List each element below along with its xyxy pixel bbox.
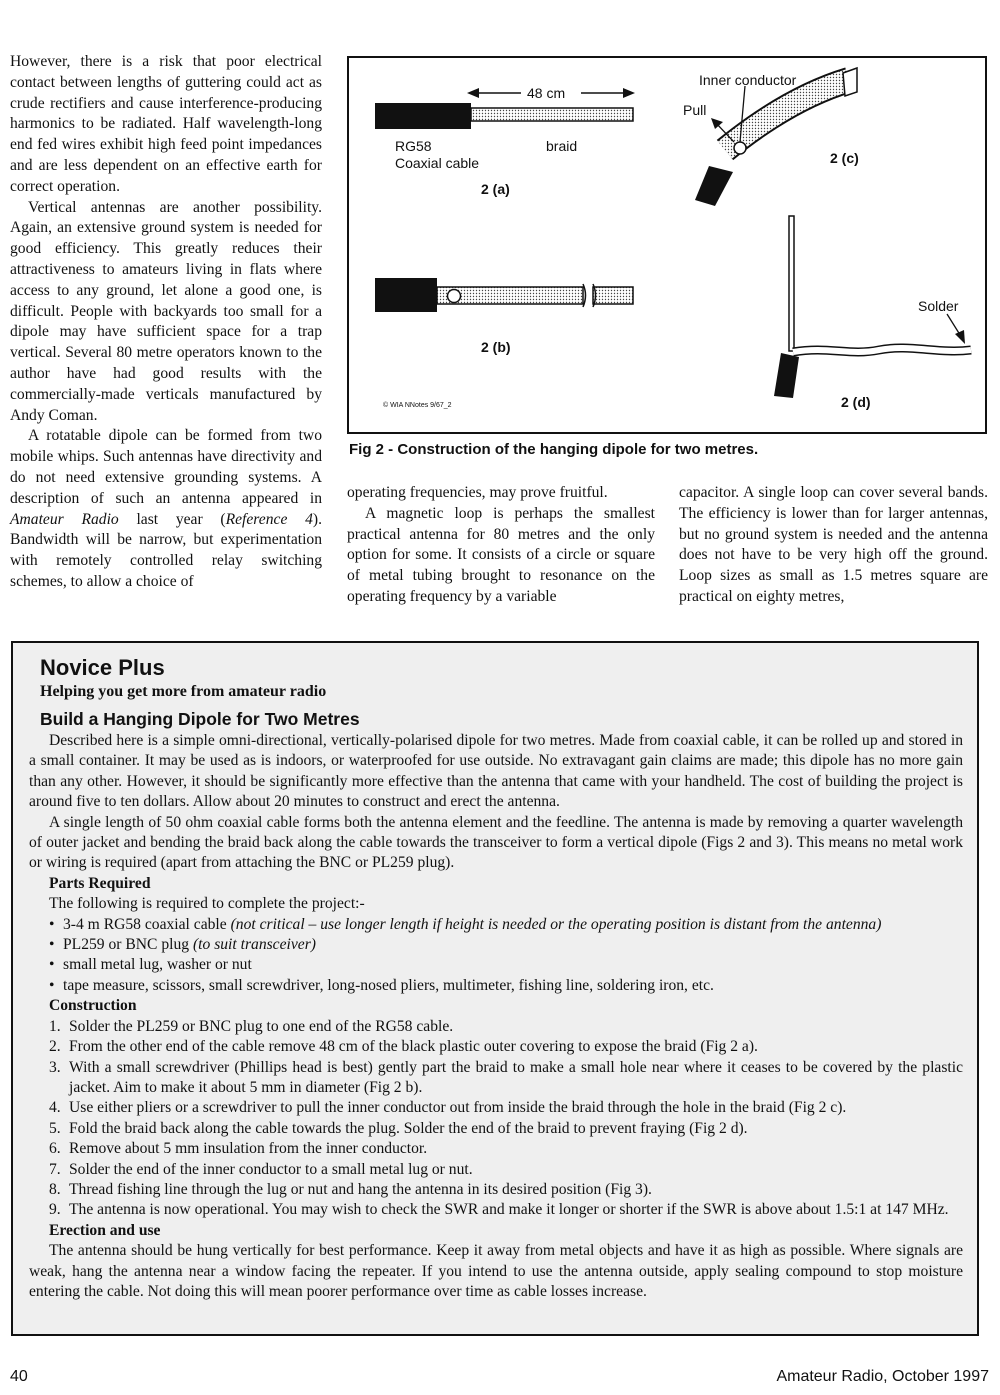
list-item-text: 3-4 m RG58 coaxial cable: [63, 915, 231, 933]
step-text: With a small screwdriver (Phillips head is best) gently part the braid to make a small hole near where it ceases to be covered by the plastic jacket. Aim to make it about 5 mm in diameter (Fig 2 b).: [69, 1058, 963, 1096]
paragraph-text: last year (: [118, 510, 226, 528]
construction-diagram: [349, 58, 985, 432]
braid-curve-texture: [725, 80, 849, 150]
figure-caption: Fig 2 - Construction of the hanging dipole for two metres.: [349, 441, 759, 458]
novice-content: [40, 655, 961, 731]
paragraph: A magnetic loop is perhaps the smallest practical antenna for 80 metres and the only option for some. It consists of a circle or square of metal tubing brought to resonance on the operating frequency by a variable: [347, 504, 655, 605]
step-number: 6.: [49, 1140, 61, 1158]
solder-label: Solder: [918, 298, 959, 314]
step-number: 8.: [49, 1180, 61, 1198]
paragraph-text: ). Bandwidth will be narrow, but experimentation with remotely controlled relay switching schemes, to allow a choice of: [10, 510, 322, 590]
erection-heading: Erection and use: [49, 1221, 161, 1239]
step-item: [49, 1017, 963, 1037]
fig-2c-label: 2 (c): [830, 150, 859, 166]
paragraph: Vertical antennas are another possibility. Again, an extensive ground system is needed for good efficiency. This greatly reduces their attractiveness to amateurs living in flats where access to any ground, let alone a good one, is difficult. People with backyards too small for a dipole may have sufficient space for a trap vertical. Several 80 metre operators known to the author have had good results with the commercially-made verticals manufactured by Andy Coman.: [10, 198, 322, 424]
paragraph: The antenna should be hung vertically for best performance. Keep it away from metal objects and have it as high as possible. Where signals are weak, hang the antenna near a window facing the repeater. If you intend to use the antenna outside, apply sealing compound to stop moisture entering the cable. Not doing this will mean poorer performance over time as cable losses increase.: [29, 1242, 963, 1300]
reference-text: Reference 4: [225, 510, 313, 528]
right-column: [679, 483, 988, 608]
parts-heading: Parts Required: [49, 874, 151, 892]
braid-section: [471, 108, 633, 121]
inner-conductor-label: Inner conductor: [699, 72, 797, 88]
paragraph-text: A rotatable dipole can be formed from two mobile whips. Such antennas have directivity and do not need extensive grounding systems. A description of such an antenna appeared in: [10, 427, 322, 507]
step-item: [49, 1119, 963, 1139]
folded-braid-inner: [793, 348, 971, 352]
list-item-text: small metal lug, washer or nut: [63, 956, 252, 974]
step-text: Solder the PL259 or BNC plug to one end of the RG58 cable.: [69, 1017, 454, 1035]
fig-2c: [683, 68, 859, 206]
list-item: [49, 976, 963, 996]
step-number: 7.: [49, 1160, 61, 1178]
figure-2: [347, 56, 987, 434]
arrowhead: [623, 88, 635, 98]
braid-end: [593, 287, 633, 304]
arrowhead: [467, 88, 479, 98]
list-item-note: (to suit transceiver): [192, 936, 316, 954]
paragraph: [10, 426, 322, 592]
section-title: Novice Plus: [40, 655, 165, 680]
fig-2a: [375, 85, 635, 197]
cable-jacket: [695, 166, 733, 206]
coax-label: Coaxial cable: [395, 155, 480, 171]
paragraph: A single length of 50 ohm coaxial cable forms both the antenna element and the feedline. The antenna is made by removing a quarter wavelength of outer jacket and bending the braid back along the cable towards the transceiver to form a vertical dipole (Figs 2 and 3). This means no metal work or wiring is required (apart from attaching the BNC or PL259 plug).: [29, 813, 963, 872]
step-text: The antenna is now operational. You may wish to check the SWR and make it longer or shorter if the SWR is above about 1.5:1 at 147 MHz.: [69, 1201, 949, 1219]
step-item: [49, 1098, 963, 1118]
step-text: Solder the end of the inner conductor to a small metal lug or nut.: [69, 1160, 473, 1178]
step-item: [49, 1139, 963, 1159]
construction-heading: Construction: [49, 997, 137, 1015]
novice-plus-box: [11, 641, 979, 1336]
step-text: Fold the braid back along the cable towards the plug. Solder the end of the braid to prevent fraying (Fig 2 d).: [69, 1119, 748, 1137]
step-item: [49, 1058, 963, 1099]
cable-jacket: [774, 353, 799, 398]
magazine-name: Amateur Radio: [10, 510, 119, 528]
fig-2a-label: 2 (a): [481, 181, 510, 197]
step-text: Thread fishing line through the lug or nut and hang the antenna in its desired position (Fig 3).: [69, 1180, 652, 1198]
fig-2d-label: 2 (d): [841, 394, 871, 410]
step-text: Use either pliers or a screwdriver to pull the inner conductor out from inside the braid through the hole in the braid (Fig 2 c).: [69, 1099, 847, 1117]
arrowhead: [955, 330, 965, 344]
paragraph: Described here is a simple omni-directional, vertically-polarised dipole for two metres. Made from coaxial cable, it can be rolled up and stored in a small container. It may be used as is indoors, or waterproofed for use outside. No extravagant gain claims are made; this dipole has no more gain than any other. However, it should be significantly more effective than the antenna that came with your handheld. The cost of building the project is around five to ten dollars. Allow about 20 minutes to construct and erect the antenna.: [29, 732, 963, 811]
braid-label: braid: [546, 138, 578, 154]
parts-list: [29, 915, 963, 997]
step-number: 4.: [49, 1099, 61, 1117]
list-item-text: PL259 or BNC plug: [63, 936, 193, 954]
arrowhead: [711, 118, 723, 129]
step-number: 9.: [49, 1201, 61, 1219]
list-item: [49, 955, 963, 975]
step-item: [49, 1180, 963, 1200]
dimension-label: 48 cm: [527, 85, 566, 101]
cable-jacket: [375, 278, 437, 312]
step-item: [49, 1037, 963, 1057]
pull-label: Pull: [683, 102, 707, 118]
cable-jacket: [375, 103, 471, 129]
braid-hole: [448, 290, 461, 303]
article-body: [29, 731, 963, 1302]
step-text: From the other end of the cable remove 48 cm of the black plastic outer covering to expose the braid (Fig 2 a).: [69, 1038, 758, 1056]
page-number: 40: [10, 1368, 28, 1385]
step-item: [49, 1200, 963, 1220]
paragraph: capacitor. A single loop can cover several bands. The efficiency is lower than for larger antennas, but no ground system is needed and the antenna does not have to be very high off the ground. Loop sizes as small as 1.5 metres square are practical on eighty metres,: [679, 484, 988, 605]
page-footer: [10, 1368, 989, 1390]
list-item: [49, 915, 963, 935]
step-item: [49, 1160, 963, 1180]
step-number: 5.: [49, 1119, 61, 1137]
inner-conductor-wire: [789, 216, 794, 351]
copyright-note: © WIA NNotes 9/67_2: [383, 402, 452, 409]
step-text: Remove about 5 mm insulation from the inner conductor.: [69, 1140, 428, 1158]
section-subtitle: Helping you get more from amateur radio: [40, 683, 327, 700]
left-column: [10, 52, 322, 593]
step-number: 1.: [49, 1017, 61, 1035]
paragraph: operating frequencies, may prove fruitful.: [347, 484, 608, 501]
list-item: [49, 935, 963, 955]
step-number: 2.: [49, 1038, 61, 1056]
article-heading: Build a Hanging Dipole for Two Metres: [40, 709, 360, 729]
middle-column: [347, 483, 655, 608]
fig-2b: [375, 278, 633, 355]
fig-2b-label: 2 (b): [481, 339, 511, 355]
list-item-text: tape measure, scissors, small screwdriver, long-nosed pliers, multimeter, fishing line, soldering iron, etc.: [63, 976, 714, 994]
step-number: 3.: [49, 1058, 61, 1076]
braid-hole: [734, 142, 746, 154]
rg58-label: RG58: [395, 138, 432, 154]
list-item-note: (not critical – use longer length if height is needed or the operating position is distant from the antenna): [230, 915, 882, 933]
fig-2d: [774, 216, 971, 410]
braid-cut-end: [843, 68, 857, 96]
construction-steps: [29, 1017, 963, 1221]
paragraph: However, there is a risk that poor electrical contact between lengths of guttering could act as crude rectifiers and cause interference-producing harmonics to be radiated. Half wavelength-long end fed wires exhibit high feed point impedances and are less dependent on an effective earth for correct operation.: [10, 53, 322, 195]
magazine-issue: Amateur Radio, October 1997: [776, 1368, 989, 1385]
parts-lead: The following is required to complete the project:-: [49, 895, 365, 913]
